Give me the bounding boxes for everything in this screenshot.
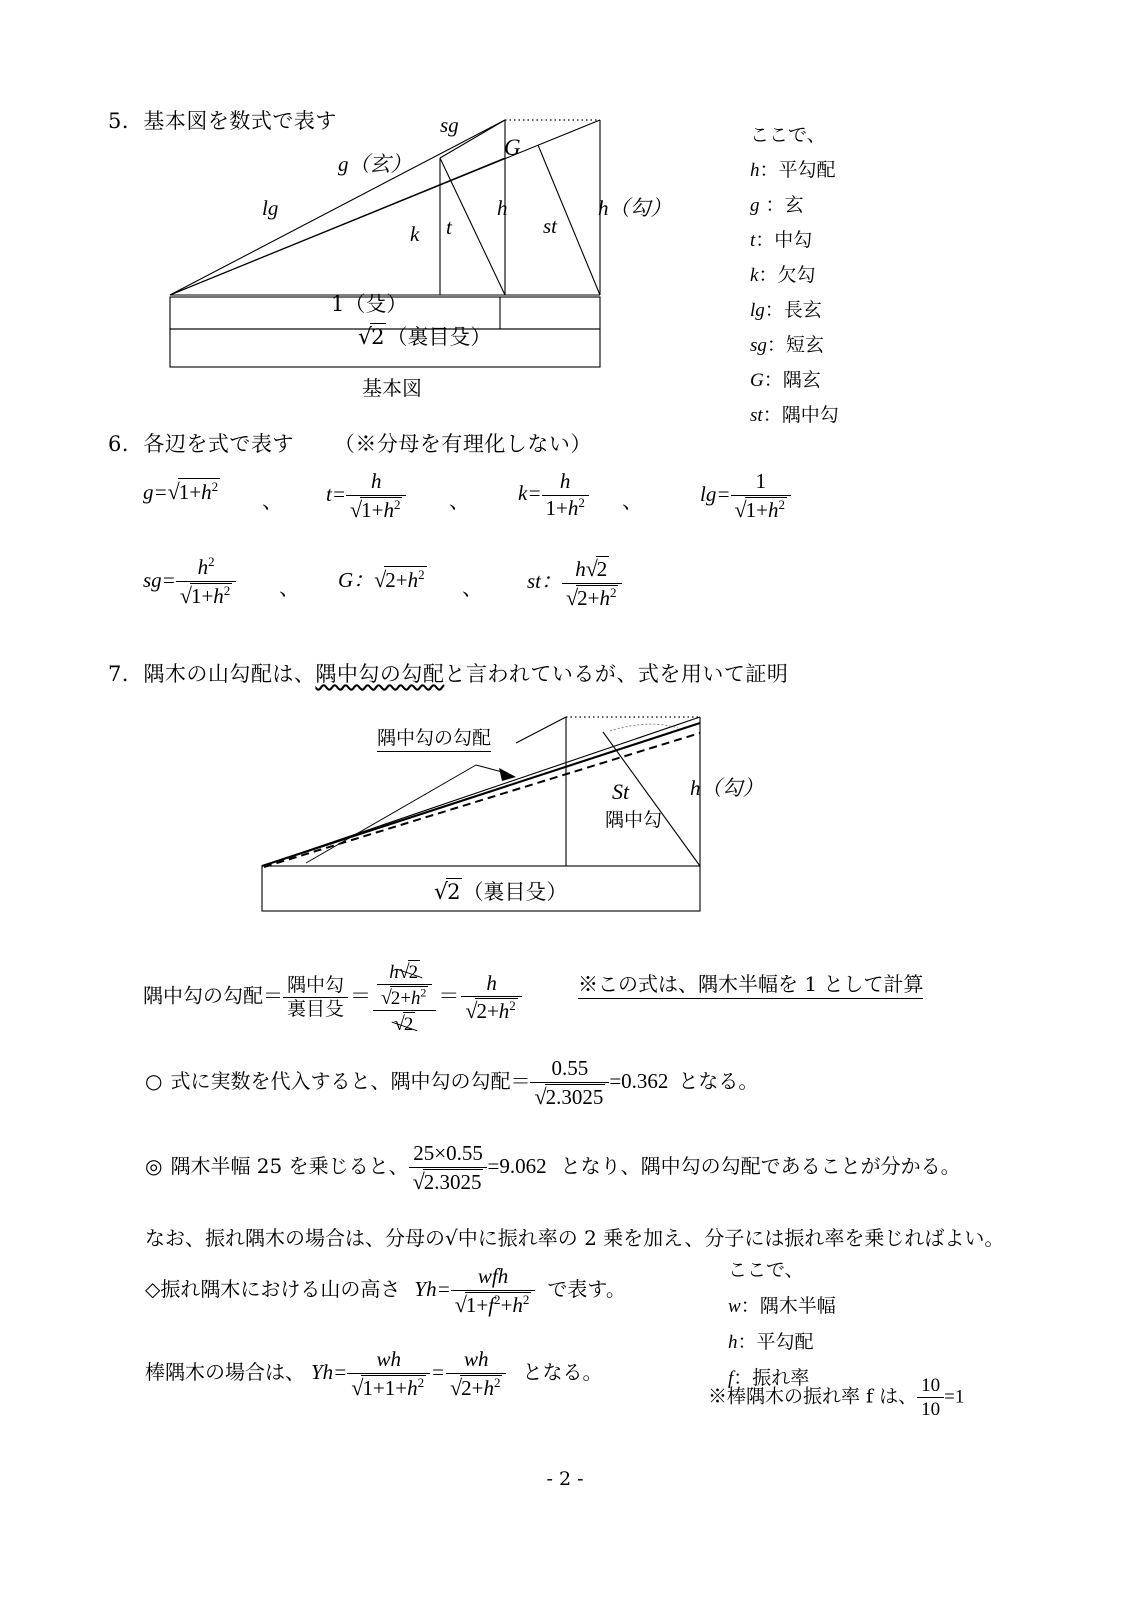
section7-number: 7．	[108, 662, 144, 686]
sqrt-2-proof-radicand: 2	[447, 880, 461, 904]
multiply-frac-num: 25×0.55	[413, 1141, 483, 1165]
multiply-text-after: となり、隅中勾の勾配であることが分かる。	[560, 1153, 961, 1178]
footnote-frac-num: 10	[921, 1375, 941, 1396]
formula-st	[527, 556, 622, 610]
formula-g-lhs: g=	[143, 480, 168, 504]
section7-title-part1: 隅木の山勾配は、	[143, 662, 316, 686]
section7-side-note: ※この式は、隅木半幅を 1 として計算	[578, 968, 923, 999]
formula-separator: 、	[622, 489, 643, 513]
formula-separator: 、	[262, 489, 283, 513]
legend-item	[750, 365, 839, 392]
main-eq-lhs: 隅中勾の勾配＝	[143, 983, 283, 1008]
bou-frac1-num: wh	[376, 1347, 402, 1371]
main-eq-frac1-num: 隅中勾	[287, 974, 345, 997]
frac-sg: $\frac{h^2}{√1+h^2}$	[176, 556, 236, 608]
label-t: t	[446, 215, 452, 239]
formula-G	[338, 564, 427, 594]
main-eq-equals2: ＝	[438, 983, 460, 1008]
page-number: - 2 -	[546, 1468, 584, 1490]
main-eq-num-root: 2	[408, 962, 419, 983]
proof-line-small-top	[516, 717, 566, 743]
formula-t	[326, 470, 406, 522]
bou-lhs: Yh=	[311, 1359, 348, 1384]
substitute-frac: $\frac{0.55}{√2.3025}$	[530, 1057, 609, 1109]
bou-text-before: 棒隅木の場合は、	[145, 1359, 305, 1384]
legend2-item	[728, 1327, 836, 1354]
section5-number: 5．	[108, 109, 144, 133]
formula-lg	[700, 470, 791, 522]
sqrt-1plus-h2: $√1+h^2$	[167, 479, 219, 504]
legend-symbol: st	[750, 405, 763, 426]
main-eq-frac2	[373, 960, 436, 1036]
formula-sg	[143, 556, 236, 608]
proof-line-dashed-slope	[264, 733, 700, 867]
formula-g	[143, 478, 220, 505]
sqrt-2-base-radicand: 2	[371, 325, 385, 349]
section6-heading	[108, 428, 592, 458]
legend-symbol: lg	[750, 300, 765, 321]
legend-desc: ：平勾配	[759, 159, 836, 181]
footnote-equals: =1	[944, 1386, 965, 1408]
substitute-bullet: ○	[145, 1068, 163, 1093]
footnote-frac-den: 10	[917, 1397, 944, 1420]
formula-st-lhs: st：	[527, 569, 563, 593]
line-lg	[170, 120, 505, 295]
multiply-bullet: ◎	[145, 1153, 163, 1178]
legend-item	[750, 330, 839, 357]
formula-G-lhs: G：	[338, 568, 375, 592]
formula-k-lhs: k=	[518, 480, 542, 505]
legend-item	[750, 190, 839, 217]
multiply-equals: =9.062	[487, 1153, 547, 1178]
legend2-heading: ここで、	[728, 1259, 804, 1281]
legend2-symbol: f	[728, 1368, 734, 1389]
proof-callout-label: 隅中勾の勾配	[377, 723, 491, 752]
cancel-sqrt2-den: √2	[394, 1013, 414, 1036]
main-eq-den-root: 2	[403, 1014, 414, 1036]
label-g	[338, 148, 412, 178]
legend-item	[750, 260, 839, 287]
label-base-one: 1（殳）	[331, 292, 408, 316]
formula-bou-line	[145, 1348, 602, 1400]
footnote-frac	[917, 1375, 944, 1421]
note-furesumi: なお、振れ隅木の場合は、分母の√中に振れ率の 2 乗を加え、分子には振れ率を乗じればよい。	[145, 1226, 1005, 1250]
proof-label-St-jp: 隅中勾	[605, 809, 663, 831]
yh-text-after: で表す。	[547, 1276, 626, 1301]
label-st: st	[543, 214, 558, 238]
callout-arrow-head	[499, 768, 516, 781]
label-urame: （裏目殳）	[386, 325, 492, 349]
cancel-sqrt2-num: √2	[398, 961, 419, 983]
line-g	[170, 158, 505, 295]
legend2-desc: ：隅木半幅	[740, 1295, 836, 1317]
substitute-text-before: 式に実数を代入すると、隅中勾の勾配＝	[170, 1068, 531, 1093]
main-eq-frac2-inner: $\frac{h√2}{√2+h^2}$	[377, 960, 432, 1009]
legend-desc: ：隅中勾	[762, 404, 839, 426]
label-h-right	[598, 192, 672, 222]
yh-lhs: Yh=	[414, 1276, 451, 1301]
legend2-symbol: w	[728, 1296, 741, 1317]
formula-yh-line	[145, 1265, 626, 1317]
legend-desc: ：玄	[759, 194, 804, 216]
multiply-frac-den: 2.3025	[423, 1169, 482, 1194]
callout-leader-line	[306, 765, 476, 863]
formula-k	[518, 470, 589, 520]
section7-heading	[108, 658, 788, 688]
proof-label-h-right-text: h（勾）	[690, 776, 764, 800]
main-derivation-equation	[143, 960, 522, 1036]
bou-frac2-num: wh	[463, 1347, 489, 1371]
main-eq-frac1	[283, 975, 348, 1021]
footnote-text-before: ※棒隅木の振れ率 f は、	[708, 1385, 918, 1408]
sqrt-2-base: √2	[358, 325, 385, 350]
proof-label-h-right	[690, 772, 764, 802]
section6-number: 6．	[108, 432, 144, 456]
legend2-desc: ：平勾配	[737, 1331, 814, 1353]
legend2-desc: ：振れ率	[733, 1367, 810, 1389]
multiply-text-before: 隅木半幅 25 を乗じると、	[170, 1153, 409, 1178]
substitute-frac-num: 0.55	[551, 1056, 589, 1080]
legend-symbol: g	[750, 195, 760, 216]
yh-text-before: ◇振れ隅木における山の高さ	[145, 1276, 401, 1301]
frac-st: $\frac{h√2}{√2+h^2}$	[562, 556, 622, 610]
main-eq-frac3-num: h	[486, 970, 497, 995]
frac-lg: $\frac{1}{√1+h^2}$	[731, 470, 791, 522]
substitute-equals: =0.362	[609, 1068, 669, 1093]
bou-equals: =	[432, 1359, 445, 1384]
legend-footnote	[708, 1375, 964, 1421]
legend-item	[750, 400, 839, 427]
formula-separator: 、	[279, 576, 300, 600]
bou-frac1: $\frac{wh}{√1+1+h^2}$	[347, 1348, 430, 1400]
label-g-text: g（玄）	[338, 152, 412, 176]
section5-legend	[750, 120, 839, 435]
sqrt-2-proof-base: √2	[434, 880, 461, 905]
main-eq-frac1-den: 裏目殳	[283, 997, 348, 1020]
legend-desc: ：中勾	[755, 229, 813, 251]
legend-symbol: h	[750, 160, 760, 181]
label-G: G	[504, 135, 521, 160]
main-eq-equals1: ＝	[350, 983, 372, 1008]
label-h-right-text: h（勾）	[598, 196, 672, 220]
yh-frac-num: wfh	[477, 1264, 509, 1288]
legend-symbol: sg	[750, 335, 767, 356]
legend-symbol: t	[750, 230, 756, 251]
proof-base-label	[434, 876, 567, 906]
figure-caption: 基本図	[362, 376, 422, 400]
main-eq-frac3: $\frac{h}{√2+h^2}$	[461, 972, 521, 1024]
label-h-inner: h	[497, 196, 508, 220]
label-sg: sg	[440, 113, 459, 137]
section6-title: 各辺を式で表す	[143, 432, 294, 456]
formula-lg-lhs: lg=	[700, 481, 731, 506]
proof-label-urame: （裏目殳）	[462, 880, 568, 904]
substitute-text-after: となる。	[678, 1068, 759, 1093]
legend-desc: ：欠勾	[758, 264, 816, 286]
formula-t-lhs: t=	[326, 481, 347, 506]
formula-separator: 、	[462, 576, 483, 600]
label-k: k	[410, 222, 420, 246]
section7-title-part2: と言われているが、式を用いて証明	[444, 662, 789, 686]
label-base-root2	[358, 321, 491, 351]
multiply-frac: $\frac{25\times 0.55}{√2.3025}$	[409, 1142, 488, 1194]
frac-t: $\frac{h}{√1+h^2}$	[346, 470, 406, 522]
frac-k: $\frac{h}{1+h^2}$	[542, 470, 589, 520]
legend2-item	[728, 1291, 836, 1318]
section5-title: 基本図を数式で表す	[143, 109, 337, 133]
legend-desc: ：短玄	[766, 334, 824, 356]
legend-item	[750, 155, 839, 182]
line-substitute	[145, 1057, 758, 1109]
yh-frac: $\frac{\text{wfh}}{√1+f^2+h^2}$	[451, 1265, 536, 1317]
section6-note: （※分母を有理化しない）	[333, 432, 592, 456]
sqrt-2plus-h2: $√2+h^2$	[374, 567, 425, 592]
legend-item	[750, 295, 839, 322]
formula-separator: 、	[449, 489, 470, 513]
proof-label-St: St	[612, 779, 630, 804]
line-multiply	[145, 1142, 961, 1194]
section7-title-underlined: 隅中勾の勾配	[315, 662, 445, 686]
legend-desc: ：長玄	[764, 299, 822, 321]
legend-heading: ここで、	[750, 124, 826, 146]
bou-frac2: $\frac{wh}{√2+h^2}$	[446, 1348, 506, 1400]
bou-text-after: となる。	[522, 1359, 603, 1384]
legend2-symbol: h	[728, 1332, 738, 1353]
legend-symbol: G	[750, 370, 764, 391]
legend-desc: ：隅玄	[763, 369, 821, 391]
legend-symbol: k	[750, 265, 759, 286]
formula-sg-lhs: sg=	[143, 567, 176, 592]
label-lg: lg	[262, 196, 279, 220]
legend-item	[750, 225, 839, 252]
substitute-frac-den: 2.3025	[545, 1084, 604, 1109]
